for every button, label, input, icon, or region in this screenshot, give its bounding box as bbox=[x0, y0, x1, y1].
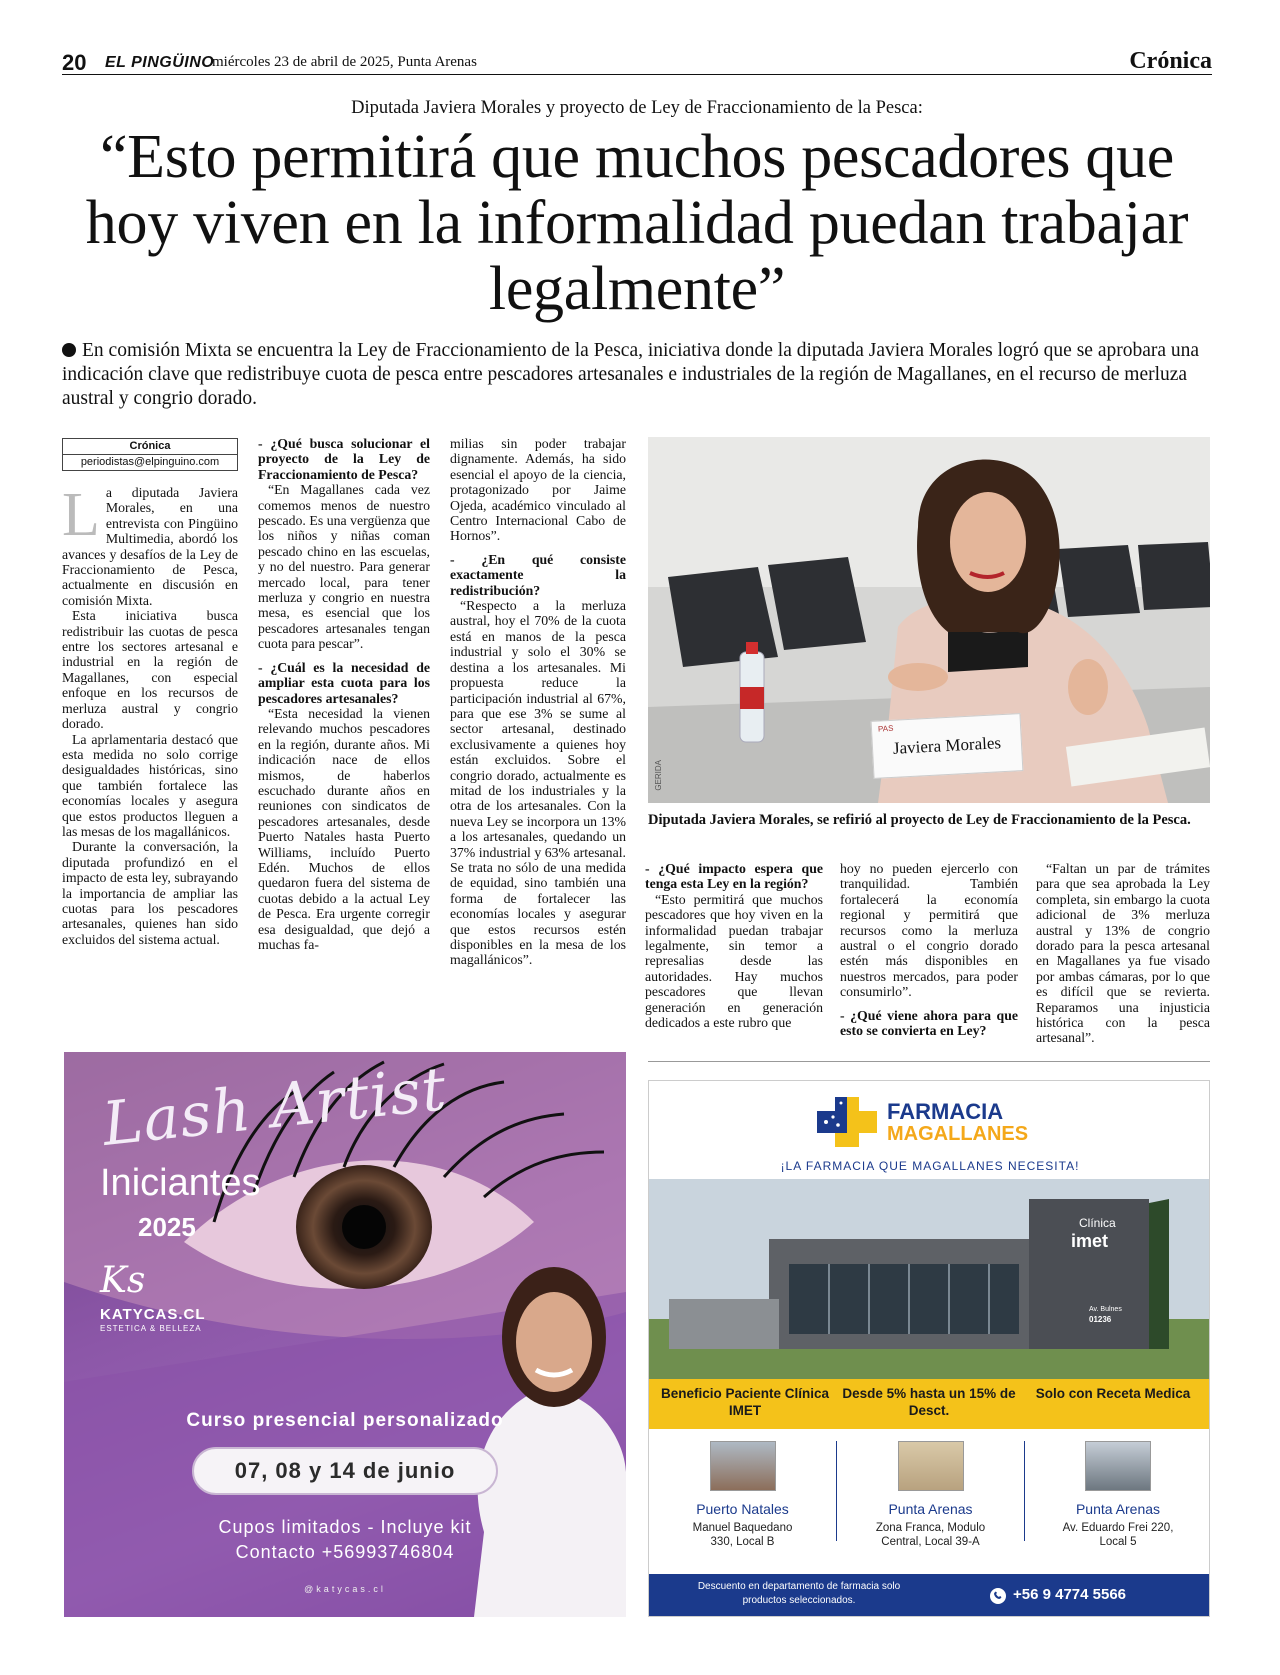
location-1-address: Manuel Baquedano 330, Local B bbox=[692, 1522, 793, 1548]
interview-question: - ¿Cuál es la necesidad de ampliar esta cuota para los pescadores artesanales? bbox=[258, 659, 430, 706]
farmacia-phone[interactable]: +56 9 4774 5566 bbox=[1013, 1586, 1127, 1603]
clinic-building-photo bbox=[649, 1179, 1210, 1379]
interview-answer: hoy no pueden ejercerlo con tranquilidad. También fortalecerá la economía regional y permitirá que recursos como la merluza austral o el congrio dorado estén más disponibles en nuestros mercados, para poder consumirlo”. bbox=[840, 861, 1018, 1000]
article-photo bbox=[648, 437, 1210, 803]
whatsapp-icon bbox=[989, 1587, 1007, 1605]
ad-brand: KATYCAS.CL bbox=[100, 1306, 206, 1323]
ad-dates-pill: 07, 08 y 14 de junio bbox=[192, 1447, 498, 1495]
ad-handle[interactable]: @katycas.cl bbox=[304, 1584, 386, 1594]
header-rule bbox=[62, 74, 1212, 75]
lash-artist-ad[interactable] bbox=[64, 1052, 626, 1617]
ad-info: Cupos limitados - Incluye kit bbox=[218, 1517, 472, 1537]
interview-question: - ¿Qué busca solucionar el proyecto de la Ley de Fraccionamiento de Pesca? bbox=[258, 436, 430, 482]
photo-caption: Diputada Javiera Morales, se refirió al proyecto de Ley de Fraccionamiento de la Pesca. bbox=[648, 812, 1191, 828]
interview-question: - ¿En qué consiste exactamente la redistribución? bbox=[450, 551, 626, 598]
paragraph: Esta iniciativa busca redistribuir las cuotas de pesca entre los sectores artesanal e industrial en la región de Magallanes, con especial enfoque en los recursos de merluza austral y congrio dorado. bbox=[62, 608, 238, 732]
farmacia-cross-icon bbox=[817, 1097, 877, 1147]
location-3-photo bbox=[1085, 1441, 1151, 1491]
benefit-3: Solo con Receta Medica bbox=[1035, 1386, 1191, 1401]
ad-brand-sub: ESTETICA & BELLEZA bbox=[100, 1324, 202, 1333]
name-plate-text: Javiera Morales bbox=[892, 733, 1002, 758]
location-1-city: Puerto Natales bbox=[696, 1501, 789, 1517]
drop-cap: L bbox=[62, 481, 100, 549]
locations-row bbox=[649, 1441, 1210, 1546]
article-column-5 bbox=[840, 861, 1018, 1038]
deck-text: En comisión Mixta se encuentra la Ley de Fraccionamiento de la Pesca, iniciativa donde la diputada Javiera Morales logró que se aprobara una indicación clave que redistribuye cuota de pesca entre pescadores artesanales e industriales de la región de Magallanes, en el recurso de merluza austral y congrio dorado. bbox=[62, 340, 1200, 409]
clinic-sign-1: Clínica bbox=[1079, 1216, 1116, 1230]
interview-answer: “Esto permitirá que muchos pescadores que hoy viven en la informalidad puedan trabajar legalmente, sin temor a represalias desde las autoridades. Hay muchos pescadores que llevan generación en generación dedicados a este rubro que bbox=[645, 891, 823, 1031]
name-plate bbox=[871, 713, 1024, 779]
location-2 bbox=[837, 1441, 1024, 1549]
article-column-2 bbox=[258, 436, 430, 952]
interview-question: - ¿Qué impacto espera que tenga esta Ley en la región? bbox=[645, 861, 823, 892]
location-2-city: Punta Arenas bbox=[888, 1501, 973, 1517]
ad-contact[interactable]: Contacto +56993746804 bbox=[235, 1542, 455, 1562]
location-1-photo bbox=[710, 1441, 776, 1491]
farmacia-brand-1: FARMACIA bbox=[887, 1099, 1004, 1124]
name-plate-logo: PAS bbox=[877, 723, 894, 734]
photo-credit: GERIDA bbox=[654, 760, 663, 791]
paragraph: La aprlamentaria destacó que esta medida no solo corrige desigualdades históricas, sino que también fortalece las economías locales y asegura que estos productos lleguen a las mesas de los magallánicos. bbox=[62, 731, 238, 839]
location-1 bbox=[649, 1441, 836, 1549]
clinic-street: Av. Bulnes bbox=[1089, 1306, 1122, 1313]
farmacia-ad[interactable] bbox=[648, 1080, 1210, 1617]
newspaper-logo: EL PINGÜINO bbox=[105, 54, 215, 71]
article-kicker: Diputada Javiera Morales y proyecto de Ley de Fraccionamiento de la Pesca: bbox=[351, 98, 923, 118]
location-3 bbox=[1025, 1441, 1210, 1549]
interview-answer: “Esta necesidad la vienen relevando muchos pescadores en la región, durante años. Mi indicación nace de ellos mismos, de haberlos escuchado durante años en reuniones con sindicatos de pescadores artesanales, desde Puerto Natales hasta Puerto Williams, incluído Puerto Edén. Muchos de ellos quedaron fuera del sistema de cuotas debido a la actual Ley de Pesca. Era urgente corregir esa desigualdad, que dejó a muchas fa- bbox=[258, 705, 430, 952]
article-column-3 bbox=[450, 436, 626, 968]
katycas-logo-mark: Ks bbox=[100, 1260, 146, 1301]
interview-answer: milias sin poder trabajar dignamente. Además, ha sido esencial el apoyo de la ciencia, protagonizado por Jaime Ojeda, académico vinculado al Centro Internacional Cabo de Hornos”. bbox=[450, 436, 626, 544]
interview-answer: “En Magallanes cada vez comemos menos de nuestro pescado. Es una vergüenza que los niños y niñas coman pescado chino en las escuelas, y no del nuestro. Para generar mercado local, para tener merluza y congrio en nuestra mesa, es esencial que los pescadores artesanales tengan cuota para pescar”. bbox=[258, 482, 430, 652]
byline-section: Crónica bbox=[63, 439, 237, 455]
interview-answer: “Respecto a la merluza austral, hoy el 70% de la cuota está en manos de la pesca industrial y solo el 30% se destina a los artesanales. Mi propuesta reduce la participación industrial al 67%, para que ese 3% se sume al sector artesanal, destinado exclusivamente a quienes hoy están excluidos. Sobre el congrio dorado, actualmente es mitad de los industriales y la otra de los artesanales. Con la nueva Ley se incorpora un 13% a los artesanales, quedando un 37% industrial y 63% artesanal. Se trata no sólo de una medida de equidad, sino también una forma de fortalecer las economías locales y asegurar que estos recursos estén disponibles en la mesa de los magallánicos”. bbox=[450, 598, 626, 968]
column-separator bbox=[648, 1061, 1210, 1062]
ad-course: Curso presencial personalizado bbox=[186, 1410, 504, 1431]
lead-paragraph bbox=[62, 481, 238, 608]
page-number: 20 bbox=[62, 50, 87, 75]
ad-year: 2025 bbox=[138, 1212, 196, 1242]
byline-email[interactable]: periodistas@elpinguino.com bbox=[80, 456, 220, 468]
location-3-address: Av. Eduardo Frei 220, Local 5 bbox=[1062, 1522, 1174, 1548]
clinic-sign-2: imet bbox=[1071, 1231, 1109, 1251]
location-3-city: Punta Arenas bbox=[1075, 1501, 1161, 1517]
article-headline: “Esto permitirá que muchos pescadores que hoy viven en la informalidad puedan trabajar legalmente” bbox=[85, 123, 1189, 323]
interview-answer: “Faltan un par de trámites para que sea aprobada la Ley completa, sin embargo la cuota adicional de 3% merluza austral y 13% de congrio dorado para la pesca artesanal en Magallanes ya fue visado por ambas cámaras, por lo que es difícil que se revierta. Reparamos una injusticia histórica con la pesca artesanal”. bbox=[1036, 861, 1210, 1046]
article-column-1 bbox=[62, 481, 238, 947]
article-deck bbox=[62, 339, 1212, 411]
benefit-1: Beneficio Paciente Clínica IMET bbox=[660, 1386, 830, 1418]
location-2-photo bbox=[898, 1441, 964, 1491]
clinic-number: 01236 bbox=[1089, 1315, 1112, 1324]
farmacia-brand-2: MAGALLANES bbox=[887, 1123, 1029, 1145]
ad-script-title: Lash Artist bbox=[99, 1054, 451, 1160]
farmacia-tagline: ¡LA FARMACIA QUE MAGALLANES NECESITA! bbox=[780, 1159, 1080, 1173]
ad-subtitle: Iniciantes bbox=[100, 1162, 261, 1204]
interview-question: - ¿Qué viene ahora para que esto se convierta en Ley? bbox=[840, 1007, 1018, 1039]
benefit-2: Desde 5% hasta un 15% de Desct. bbox=[842, 1386, 1016, 1418]
date-line: miércoles 23 de abril de 2025, Punta Arenas bbox=[212, 54, 477, 70]
paragraph: Durante la conversación, la diputada profundizó en el impacto de esta ley, subrayando la importancia de ampliar las cuotas para los pescadores artesanales, quienes han sido excluidos del sistema actual. bbox=[62, 839, 238, 947]
farmacia-footer-note: Descuento en departamento de farmacia solo productos seleccionados. bbox=[697, 1581, 901, 1606]
location-2-address: Zona Franca, Modulo Central, Local 39-A bbox=[875, 1522, 986, 1548]
article-column-6 bbox=[1036, 861, 1210, 1046]
section-title: Crónica bbox=[1129, 48, 1212, 74]
article-column-4 bbox=[645, 861, 823, 1030]
bullet-icon bbox=[62, 343, 76, 357]
lead-text: a diputada Javiera Morales, en una entrevista con Pingüino Multimedia, abordó los avances y desafíos de la Ley de Fraccionamiento de Pesca, actualmente en discusión en comisión Mixta. bbox=[62, 485, 238, 608]
byline-box bbox=[62, 438, 238, 471]
